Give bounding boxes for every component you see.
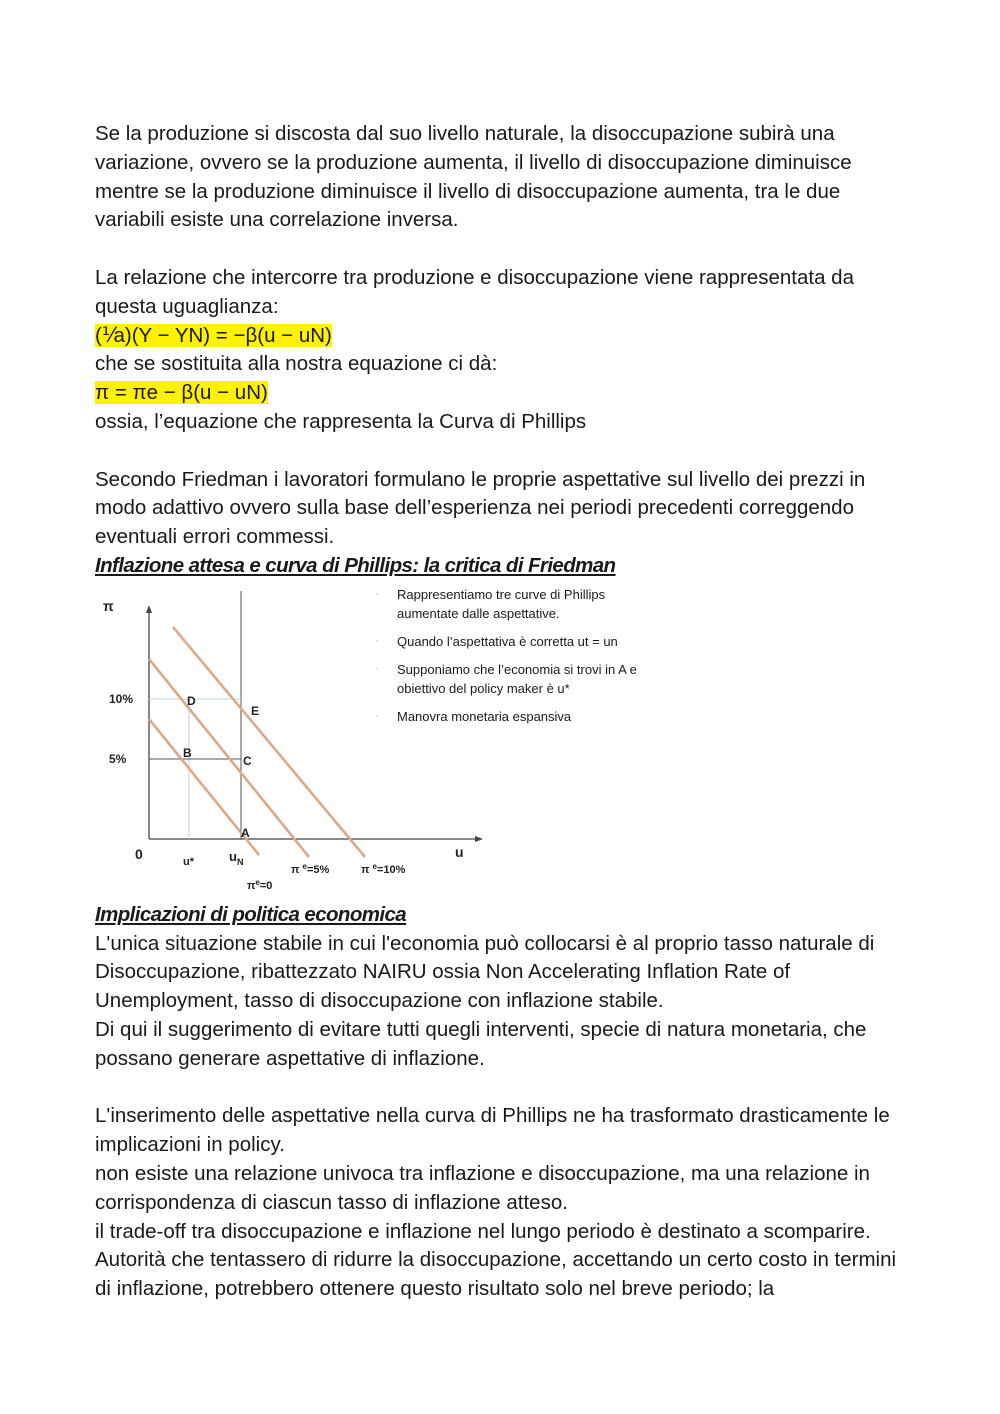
series-label: π $^e$=10% xyxy=(361,861,406,876)
equation-okun xyxy=(95,322,915,351)
point-label-d: D xyxy=(187,693,196,708)
paragraph-relation: La relazione che intercorre tra produzione e disoccupazione viene rappresentata da questa uguaglianza: xyxy=(95,265,854,318)
phillips-figure xyxy=(95,581,655,901)
paragraph-authorities: Autorità che tentassero di ridurre la disoccupazione, accettando un certo costo in termini di inflazione, potrebbero ottenere questo risultato solo nel breve periodo; la xyxy=(95,1248,897,1301)
figure-note-text: Quando l’aspettativa è corretta ut = un xyxy=(397,633,618,649)
paragraph-tradeoff: il trade-off tra disoccupazione e inflazione nel lungo periodo è destinato a scomparire. xyxy=(95,1219,871,1243)
equation-okun-text: (⅟a)(Y − YN) = −β(u − uN) xyxy=(95,323,332,347)
heading-policy-implications: Implicazioni di politica economica xyxy=(95,902,407,926)
x-tick-label: u* xyxy=(183,855,194,868)
equation-phillips-text: π = πe − β(u − uN) xyxy=(95,381,268,405)
paragraph-friedman: Secondo Friedman i lavoratori formulano le proprie aspettative sul livello dei prezzi in modo adattivo ovvero sulla base dell’esperienza nei periodi precedenti correggendo eventuali errori commessi. xyxy=(95,467,866,549)
series-label: π $^e$=5% xyxy=(291,861,330,876)
x-axis-label: u xyxy=(455,843,464,860)
curve-pe10 xyxy=(173,627,365,857)
figure-note xyxy=(373,660,663,698)
figure-note xyxy=(373,632,663,651)
figure-note xyxy=(373,707,663,726)
document-page xyxy=(95,120,915,1304)
figure-note xyxy=(373,585,663,623)
y-tick-label: 10% xyxy=(109,691,134,706)
point-label-e: E xyxy=(251,703,260,718)
x-axis-arrow xyxy=(475,836,483,842)
paragraph-no-unique-relation: non esiste una relazione univoca tra inflazione e disoccupazione, ma una relazione in corrispondenza di ciascun tasso di inflazione atteso. xyxy=(95,1161,870,1214)
y-tick-label: 5% xyxy=(109,751,127,766)
figure-note-text: Manovra monetaria espansiva xyxy=(397,708,572,724)
heading-friedman-critique: Inflazione attesa e curva di Phillips: la critica di Friedman xyxy=(95,553,616,577)
figure-notes xyxy=(373,585,663,735)
curve-pe5 xyxy=(149,659,309,857)
bullet-icon: · xyxy=(375,634,379,647)
paragraph-suggestion: Di qui il suggerimento di evitare tutti quegli interventi, specie di natura monetaria, che possano generare aspettative di inflazione. xyxy=(95,1017,867,1070)
paragraph-output-unemployment: Se la produzione si discosta dal suo livello naturale, la disoccupazione subirà una variazione, ovvero se la produzione aumenta, il livello di disoccupazione diminuisce mentre se la produzione diminuisce il livello di disoccupazione aumenta, tra le due variabili esiste una correlazione inversa. xyxy=(95,122,852,232)
figure-note-text: Supponiamo che l’economia si trovi in A e obiettivo del policy maker è u* xyxy=(397,661,637,696)
bullet-icon: · xyxy=(375,709,379,722)
paragraph-expectations: L'inserimento delle aspettative nella curva di Phillips ne ha trasformato drasticamente le implicazioni in policy. xyxy=(95,1104,890,1157)
point-label-b: B xyxy=(183,745,192,760)
point-label-c: C xyxy=(243,753,252,768)
y-axis-label: π xyxy=(103,597,114,614)
bullet-icon: · xyxy=(375,587,379,600)
bullet-icon: · xyxy=(375,662,379,675)
y-axis-arrow xyxy=(146,605,152,613)
origin-label: 0 xyxy=(135,845,143,862)
point-label-a: A xyxy=(241,825,250,840)
x-tick-label: $u_N$ xyxy=(229,848,244,867)
paragraph-phillips-curve: ossia, l’equazione che rappresenta la Curva di Phillips xyxy=(95,409,587,433)
equation-phillips xyxy=(95,379,915,408)
figure-note-text: Rappresentiamo tre curve di Phillips aumentate dalle aspettative. xyxy=(397,586,606,621)
paragraph-substitution: che se sostituita alla nostra equazione ci dà: xyxy=(95,352,498,376)
paragraph-nairu: L'unica situazione stabile in cui l'economia può collocarsi è al proprio tasso naturale di Disoccupazione, ribattezzato NAIRU ossia Non Accelerating Inflation Rate of Unemployment, tasso di disoccupazione con inflazione stabile. xyxy=(95,931,875,1013)
series-label: $\pi^e=0$ xyxy=(247,877,273,892)
